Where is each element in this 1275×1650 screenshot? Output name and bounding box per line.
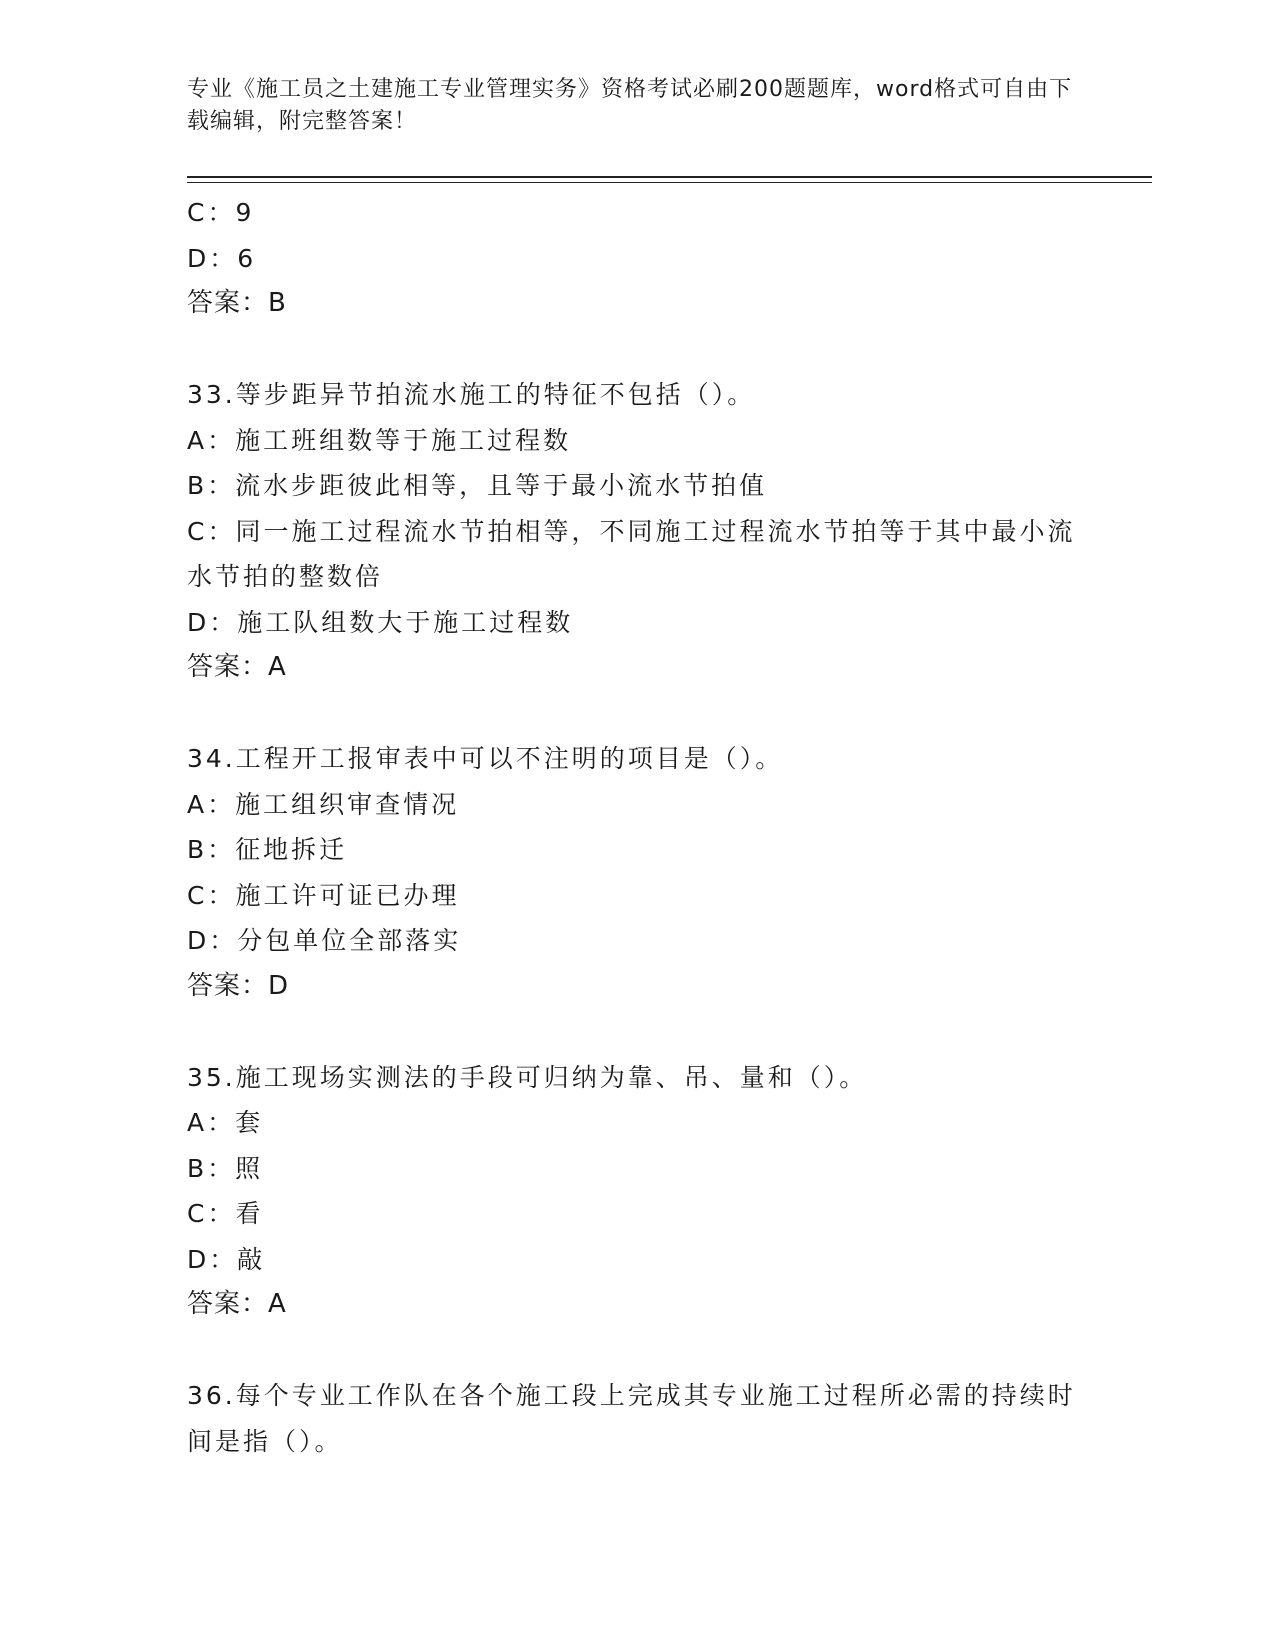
option-b: B：征地拆迁 xyxy=(187,835,348,864)
question-32-tail xyxy=(187,190,1087,327)
option-d: D：6 xyxy=(187,243,257,273)
option-c: C：9 xyxy=(187,198,255,227)
question-36 xyxy=(187,1373,1087,1464)
answer-line: 答案：D xyxy=(187,970,290,1001)
option-d: D：施工队组数大于施工过程数 xyxy=(187,607,574,637)
option-a: A：施工组织审查情况 xyxy=(187,789,460,819)
answer-line: 答案：A xyxy=(187,652,287,682)
header-rule-thick xyxy=(187,176,1152,178)
option-c: C：同一施工过程流水节拍相等，不同施工过程流水节拍等于其中最小流水节拍的整数倍 xyxy=(187,516,1076,591)
answer-line: 答案：B xyxy=(187,288,287,318)
header-rule-thin xyxy=(187,182,1152,183)
option-c: C：看 xyxy=(187,1199,264,1228)
spacer xyxy=(187,1009,1087,1055)
question-35 xyxy=(187,1055,1087,1328)
option-d: D：敲 xyxy=(187,1244,266,1274)
question-stem: 33.等步距异节拍流水施工的特征不包括（）。 xyxy=(187,380,756,409)
question-stem: 34.工程开工报审表中可以不注明的项目是（）。 xyxy=(187,744,784,773)
question-33 xyxy=(187,372,1087,691)
option-a: A：施工班组数等于施工过程数 xyxy=(187,425,572,455)
question-34 xyxy=(187,736,1087,1009)
question-stem: 36.每个专业工作队在各个施工段上完成其专业施工过程所必需的持续时间是指（）。 xyxy=(187,1381,1076,1456)
option-b: B：照 xyxy=(187,1153,264,1183)
spacer xyxy=(187,691,1087,737)
option-a: A：套 xyxy=(187,1108,264,1137)
spacer xyxy=(187,327,1087,373)
option-c: C：施工许可证已办理 xyxy=(187,880,460,910)
answer-line: 答案：A xyxy=(187,1289,287,1319)
document-header: 专业《施工员之土建施工专业管理实务》资格考试必刷200题题库，word格式可自由下载编辑，附完整答案！ xyxy=(187,77,1073,134)
question-list xyxy=(187,190,1087,1464)
question-stem: 35.施工现场实测法的手段可归纳为靠、吊、量和（）。 xyxy=(187,1062,868,1092)
option-b: B：流水步距彼此相等，且等于最小流水节拍值 xyxy=(187,471,768,500)
option-d: D：分包单位全部落实 xyxy=(187,926,462,955)
spacer xyxy=(187,1328,1087,1374)
